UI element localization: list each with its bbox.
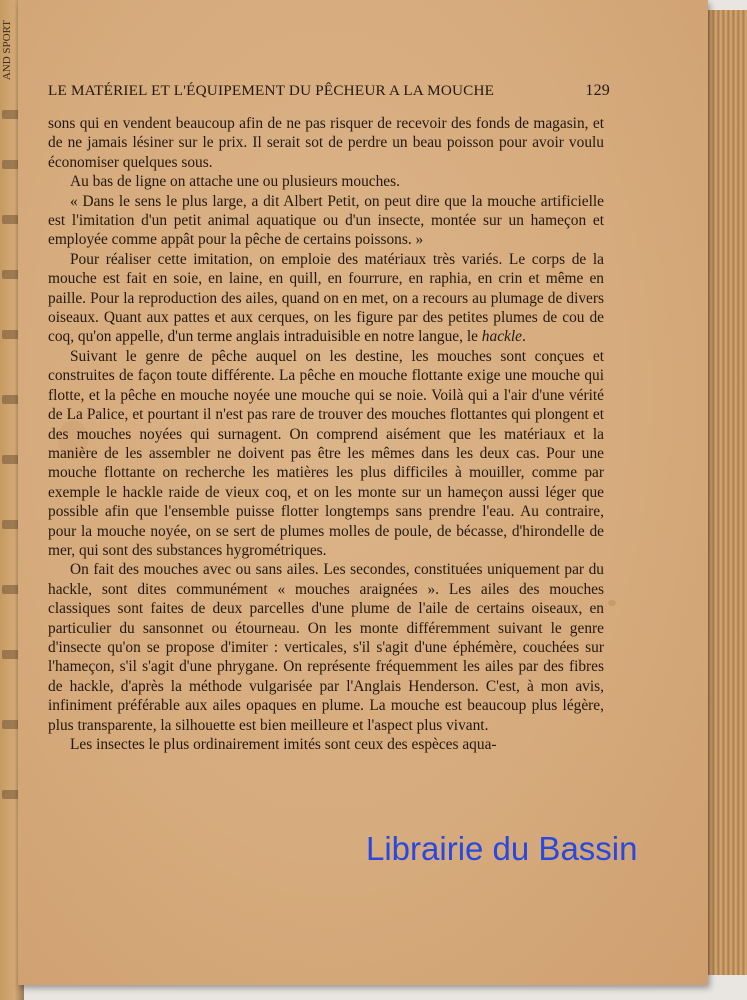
paragraph bbox=[48, 114, 604, 172]
page-number: 129 bbox=[585, 82, 610, 99]
paragraph-text: Suivant le genre de pêche auquel on les destine, les mouches sont conçues et construites de façon toute différente. La pêche en mouche flottante exige une mouche qui flotte, et la pêche en mouche noyée une mouche qui se noie. Voilà qui a l'air d'une vérité de La Palice, et pourtant il n'est pas rare de trouver des mouches flottantes qui plongent et des mouches noyées qui surnagent. On comprend aisément que les matériaux et la manière de les assembler ne doivent pas être les mêmes dans les deux cas. Pour une mouche flottante on recherche les matières les plus difficiles à mouiller, comme par exemple le hackle raide de vieux coq, et on les monte sur un hameçon aussi léger que possible afin que l'ensemble puisse flotter longtemps sans prendre l'eau. Au contraire, pour la mouche noyée, on se sert de plumes molles de poule, de bécasse, d'hirondelle de mer, qui sont des substances hygrométriques. bbox=[48, 347, 604, 559]
paragraph bbox=[48, 192, 604, 250]
paragraph-text-end: . bbox=[521, 328, 526, 346]
paragraph-text: Pour réaliser cette imitation, on emploie des matériaux très variés. Le corps de la mouche est fait en soie, en laine, en quill, en fourrure, en raphia, en crin et même en paille. Pour la reproduction des ailes, quand on en met, on a recours au plumage de divers oiseaux. Quant aux pattes et aux cerques, on les figure par des petites plumes de cou de coq, qu'on appelle, d'un terme anglais intraduisible en notre langue, le bbox=[48, 250, 604, 346]
paragraph bbox=[48, 735, 604, 754]
paragraph-text: Au bas de ligne on attache une ou plusieurs mouches. bbox=[70, 173, 400, 191]
paragraph bbox=[48, 560, 604, 735]
paragraph bbox=[48, 347, 604, 560]
paragraph-text: sons qui en vendent beaucoup afin de ne pas risquer de recevoir des fonds de magasin, et de ne jamais lésiner sur le prix. Il serait sot de perdre un beau poisson pour avoir voulu économiser quelques sous. bbox=[48, 115, 604, 171]
watermark: Librairie du Bassin bbox=[366, 830, 638, 867]
paragraph-text: Les insectes le plus ordinairement imités sont ceux des espèces aqua- bbox=[70, 736, 497, 753]
facing-page-running-head: AND SPORT bbox=[1, 20, 13, 81]
running-header bbox=[48, 82, 610, 100]
page-content bbox=[48, 82, 610, 754]
italic-term: hackle bbox=[481, 328, 522, 346]
paragraph-text: On fait des mouches avec ou sans ailes. Les secondes, constituées uniquement par du hackle, sont dites communément « mouches araignées ». Les ailes des mouches classiques sont faites de deux parcelles d'une plume de l'aile de certains oiseaux, en particulier du sansonnet ou étourneau. On les monte différemment suivant le genre d'insecte qu'on se propose d'imiter : verticales, s'il s'agit d'une éphémère, couchées sur l'hameçon, s'il s'agit d'une phrygane. On représente fréquemment les ailes par des fibres de hackle, d'après la méthode vulgarisée par l'Anglais Henderson. C'est, à mon avis, infiniment préférable aux ailes opaques en plume. La mouche est beaucoup plus légère, plus transparente, la silhouette est bien meilleure et l'aspect plus vivant. bbox=[48, 561, 604, 734]
paper-stain bbox=[608, 600, 616, 606]
paragraph-text: « Dans le sens le plus large, a dit Albert Petit, on peut dire que la mouche artificielle est l'imitation d'un petit animal aquatique ou d'un insecte, montée sur un hameçon et employée comme appât pour la pêche de certains poissons. » bbox=[48, 192, 604, 249]
running-header-title: LE MATÉRIEL ET L'ÉQUIPEMENT DU PÊCHEUR A LA MOUCHE bbox=[48, 82, 495, 99]
paragraph bbox=[48, 250, 604, 347]
paragraph bbox=[48, 172, 604, 191]
body-text bbox=[48, 114, 604, 754]
